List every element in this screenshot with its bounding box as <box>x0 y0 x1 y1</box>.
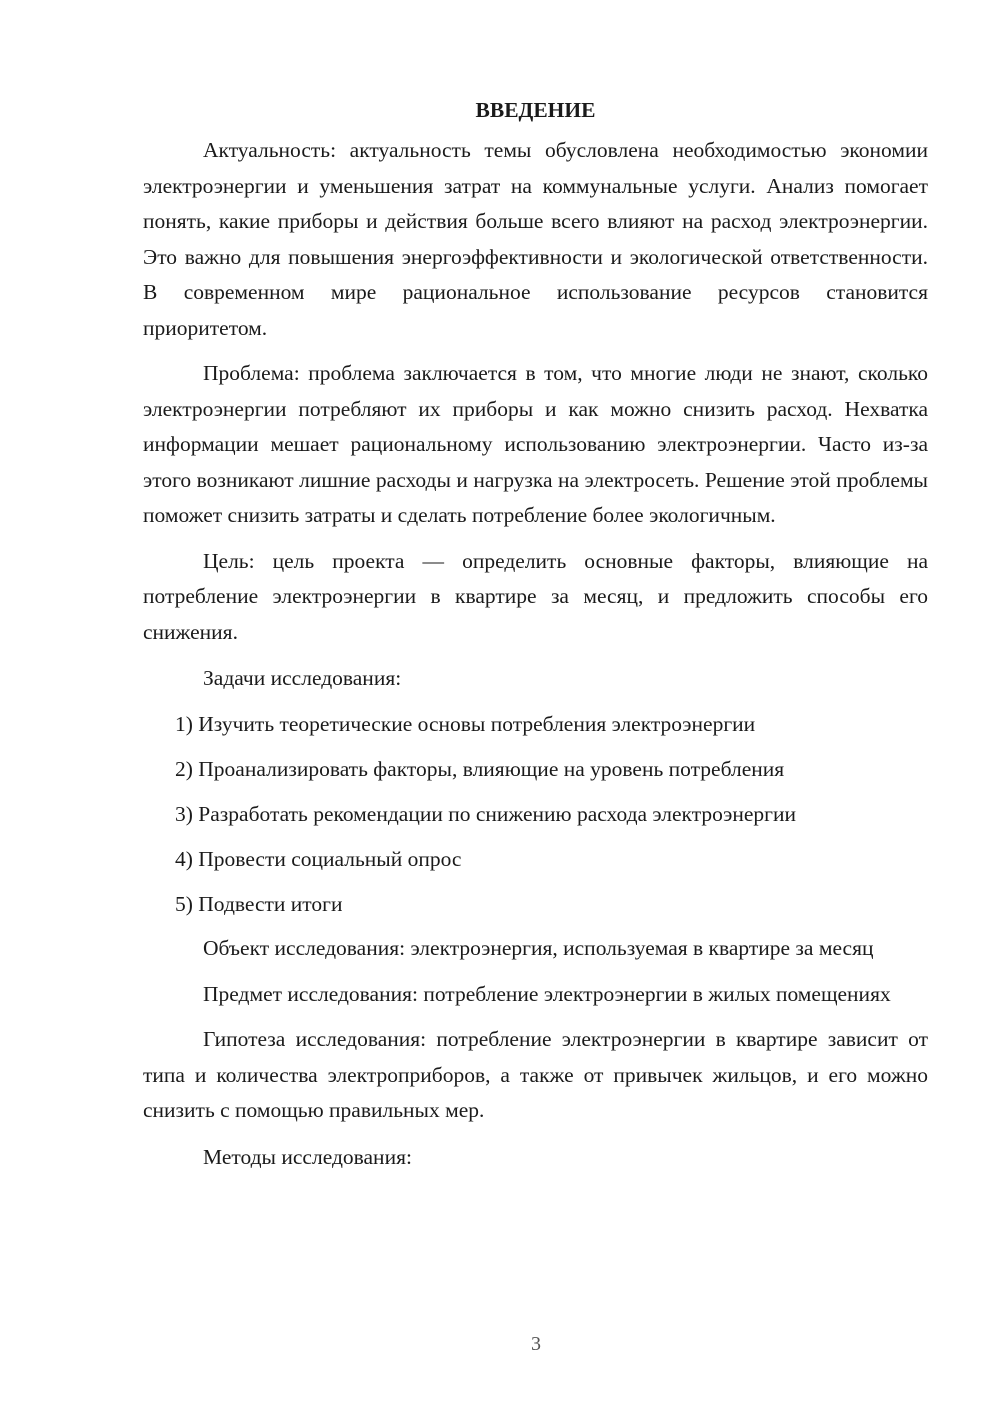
methods-heading: Методы исследования: <box>203 1144 412 1169</box>
document-page <box>143 92 928 1185</box>
hypothesis-paragraph: Гипотеза исследования: потребление электроэнергии в квартире зависит от типа и количества электроприборов, а также от привычек жильцов, и его можно снизить с помощью правильных мер. <box>143 1027 928 1122</box>
problem-paragraph: Проблема: проблема заключается в том, что многие люди не знают, сколько электроэнергии потребляют их приборы и как можно снизить расход. Нехватка информации мешает рациональному использованию электроэнергии. Часто из-за этого возникают лишние расходы и нагрузка на электросеть. Решение этой проблемы поможет снизить затраты и сделать потребление более экологичным. <box>143 361 928 527</box>
page-title: ВВЕДЕНИЕ <box>475 98 596 122</box>
list-item: 2) Проанализировать факторы, влияющие на уровень потребления <box>175 757 785 781</box>
list-item: 1) Изучить теоретические основы потребления электроэнергии <box>175 712 756 736</box>
object-paragraph: Объект исследования: электроэнергия, используемая в квартире за месяц <box>203 936 874 960</box>
list-item: 3) Разработать рекомендации по снижению расхода электроэнергии <box>175 802 796 826</box>
relevance-paragraph: Актуальность: актуальность темы обусловлена необходимостью экономии электроэнергии и уменьшения затрат на коммунальные услуги. Анализ помогает понять, какие приборы и действия больше всего влияют на расход электроэнергии. Это важно для повышения энергоэффективности и экологической ответственности. В современном мире рациональное использование ресурсов становится приоритетом. <box>143 138 928 340</box>
tasks-list <box>143 706 928 922</box>
tasks-heading: Задачи исследования: <box>203 666 402 690</box>
subject-paragraph: Предмет исследования: потребление электроэнергии в жилых помещениях <box>203 981 891 1006</box>
page-number: 3 <box>531 1333 541 1355</box>
list-item: 4) Провести социальный опрос <box>175 847 462 871</box>
goal-paragraph: Цель: цель проекта — определить основные факторы, влияющие на потребление электроэнергии в квартире за месяц, и предложить способы его снижения. <box>143 548 928 644</box>
list-item: 5) Подвести итоги <box>175 892 343 916</box>
